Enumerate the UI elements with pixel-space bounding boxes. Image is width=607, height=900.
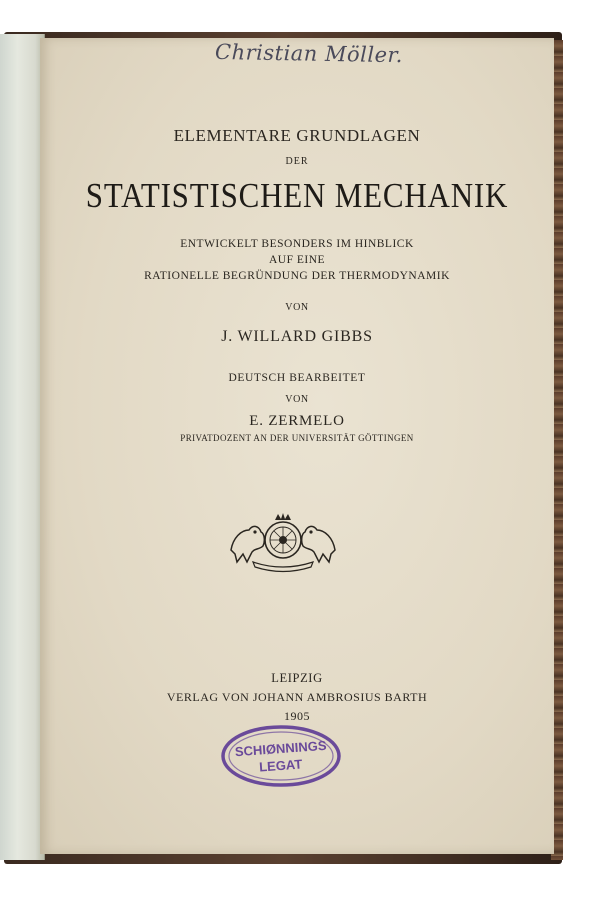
owner-signature: Christian Möller. xyxy=(214,39,404,68)
subtitle-line-3: RATIONELLE BEGRÜNDUNG DER THERMODYNAMIK xyxy=(144,270,450,282)
title-line-der: DER xyxy=(285,156,309,167)
translation-note: DEUTSCH BEARBEITET xyxy=(228,372,366,384)
stamp-line-1: SCHIØNNINGS xyxy=(234,737,327,760)
publisher-name: VERLAG VON JOHANN AMBROSIUS BARTH xyxy=(166,690,428,704)
publication-city: LEIPZIG xyxy=(271,671,323,685)
title-line-grundlagen: ELEMENTARE GRUNDLAGEN xyxy=(173,126,421,145)
publication-year: 1905 xyxy=(284,709,310,723)
subtitle-line-2: AUF EINE xyxy=(268,254,326,266)
subtitle-line-1: ENTWICKELT BESONDERS IM HINBLICK xyxy=(180,238,414,250)
von-label-translator: VON xyxy=(285,394,309,405)
title-page xyxy=(40,38,554,854)
left-page-edge xyxy=(0,34,45,860)
stamp-line-2: LEGAT xyxy=(258,756,303,775)
translator-title: PRIVATDOZENT AN DER UNIVERSITÄT GÖTTINGEN xyxy=(180,433,414,443)
author-name: J. WILLARD GIBBS xyxy=(221,328,373,345)
von-label-author: VON xyxy=(285,302,309,313)
main-title: STATISTISCHEN MECHANIK xyxy=(85,175,509,216)
publisher-emblem-icon xyxy=(223,510,343,574)
translator-name: E. ZERMELO xyxy=(249,413,345,429)
library-stamp xyxy=(220,724,342,788)
